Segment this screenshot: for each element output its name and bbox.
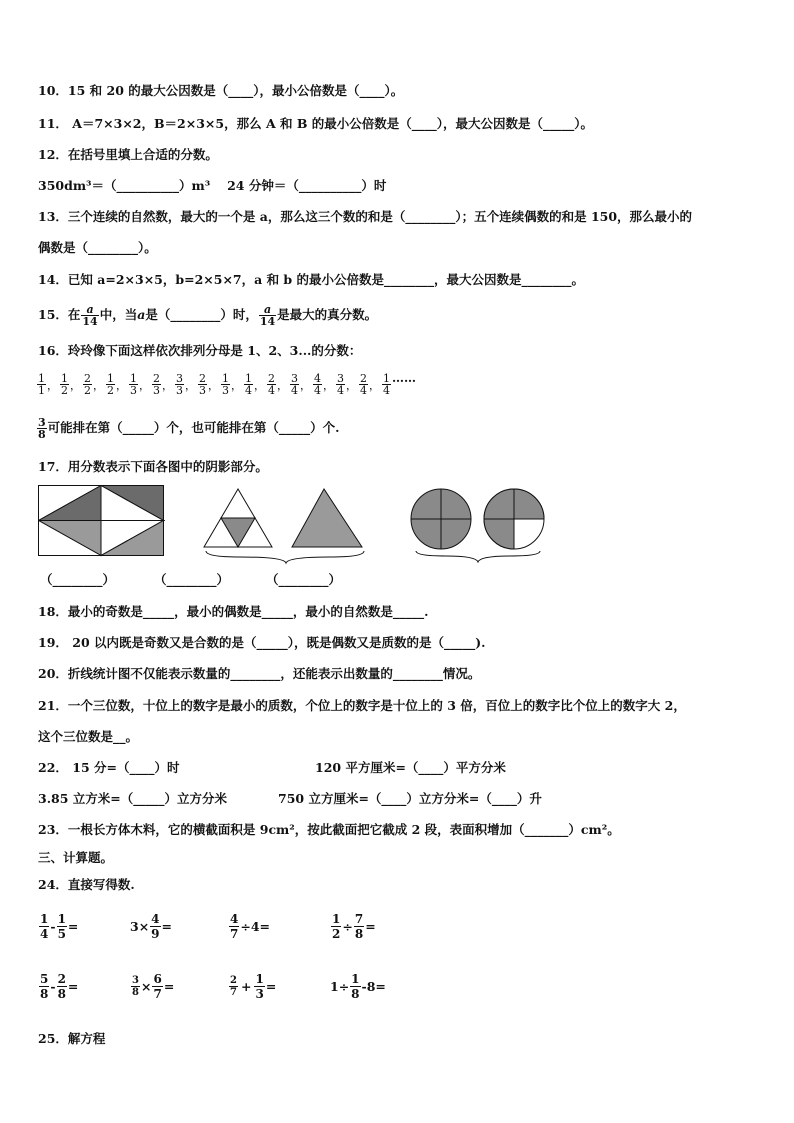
question-16: 16．玲玲像下面这样依次排列分母是 1、2、3...的分数： [38,343,362,358]
question-17: 17．用分数表示下面各图中的阴影部分。 [38,459,268,474]
question-14: 14．已知 a=2×3×5，b=2×5×7，a 和 b 的最小公倍数是________，最大公因数是________。 [38,272,585,287]
sequence-fraction: $\frac{1}{4}$ ， [245,372,265,397]
answer-blank-3[interactable]: （________） [266,572,342,587]
calc-8: 1÷ $\frac{1}{8}$ -8= [330,972,386,1001]
calc-2: 3× $\frac{4}{9}$ = [130,912,173,941]
question-25: 25．解方程 [38,1031,106,1046]
sequence-fraction: $\frac{4}{4}$ ， [314,372,334,397]
question-13-line1: 13．三个连续的自然数，最大的一个是 a，那么这三个数的和是（________）；五个连续偶数的和是 150，那么最小的 [38,209,693,224]
question-12: 12．在括号里填上合适的分数。 [38,147,218,162]
question-22-d: 750 立方厘米=（____）立方分米=（____）升 [278,791,542,806]
question-15 [38,302,377,328]
q15-post: 是最大的真分数。 [277,307,378,322]
sequence-fraction: $\frac{1}{3}$ ， [130,372,150,397]
q15-mid: 中，当 [99,307,138,322]
question-22-b: 120 平方厘米=（____）平方分米 [315,760,506,775]
sequence-fraction: $\frac{3}{4}$ ， [337,372,357,397]
calc-6: $\frac{3}{8}$ × $\frac{6}{7}$ = [132,972,175,1001]
question-18: 18．最小的奇数是_____，最小的偶数是_____，最小的自然数是_____. [38,604,429,619]
question-24: 24．直接写得数. [38,877,135,892]
answer-blank-2[interactable]: （________） [154,572,230,587]
question-10: 10．15 和 20 的最大公因数是（____），最小公倍数是（____）。 [38,83,404,98]
sequence-fraction: $\frac{3}{4}$ ， [291,372,311,397]
q15-mid2: 是（________）时， [145,307,258,322]
calc-1: $\frac{1}{4}$ - $\frac{1}{5}$ = [40,912,79,941]
sequence-fraction: $\frac{1}{1}$ ， [38,372,58,397]
question-22-a: 22． 15 分=（____）时 [38,760,180,775]
calc-7: $\frac{2}{7}$ + $\frac{1}{3}$ = [230,972,277,1001]
sequence-fraction: $\frac{1}{2}$ ， [61,372,81,397]
sequence-fraction: $\frac{2}{2}$ ， [84,372,104,397]
question-11: 11． A＝7×3×2，B＝2×3×5，那么 A 和 B 的最小公倍数是（____），最大公因数是（_____）。 [38,116,594,131]
fraction-a-14: $\frac{a}{14}$ [82,303,98,328]
question-23: 23．一根长方体木料，它的横截面积是 9cm²，按此截面把它截成 2 段，表面积增加（_______）cm²。 [38,822,620,837]
sequence-fraction: $\frac{2}{3}$ ， [153,372,173,397]
sequence-fraction: $\frac{3}{3}$ ， [176,372,196,397]
answer-blank-1[interactable]: （________） [40,572,116,587]
sequence-fraction: $\frac{1}{3}$ ， [222,372,242,397]
sequence-fraction: $\frac{2}{4}$ ， [268,372,288,397]
question-21-line2: 这个三位数是__。 [38,729,139,744]
fraction-a-14-b: $\frac{a}{14}$ [259,303,276,328]
figure-triangles [200,485,370,567]
question-20: 20．折线统计图不仅能表示数量的________，还能表示出数量的________情况。 [38,666,481,681]
sequence-fraction: $\frac{2}{4}$ ， [360,372,380,397]
question-13-line2: 偶数是（________）。 [38,240,157,255]
fraction-sequence [36,371,416,396]
sequence-fraction: $\frac{2}{3}$ ， [199,372,219,397]
question-22-c: 3.85 立方米=（_____）立方分米 [38,791,228,806]
q16b-text: 可能排在第（_____）个，也可能排在第（_____）个. [47,420,340,435]
sequence-fraction: $\frac{1}{2}$ ， [107,372,127,397]
q15-var: a [137,307,146,322]
calc-5: $\frac{5}{8}$ - $\frac{2}{8}$ = [40,972,79,1001]
sequence-ellipsis: …… [392,371,416,385]
q15-pre: 15．在 [38,307,81,322]
calc-3: $\frac{4}{7}$ ÷4= [230,912,271,941]
question-12-items: 350dm³＝（__________）m³ 24 分钟＝（__________）时 [38,178,387,193]
calc-4: $\frac{1}{2}$ ÷ $\frac{7}{8}$ = [332,912,376,941]
section-3-heading: 三、计算题。 [38,850,114,865]
question-21-line1: 21．一个三位数，十位上的数字是最小的质数，个位上的数字是十位上的 3 倍，百位上的数字比个位上的数字大 2， [38,698,686,713]
figure-circles [406,485,551,563]
question-16-part2 [36,414,340,442]
figure-rectangle [38,485,165,558]
sequence-fraction: $\frac{1}{4}$ [383,372,390,397]
question-19: 19． 20 以内既是奇数又是合数的是（_____），既是偶数又是质数的是（_____). [38,635,486,650]
fraction-3-8: $\frac{3}{8}$ [38,416,46,441]
